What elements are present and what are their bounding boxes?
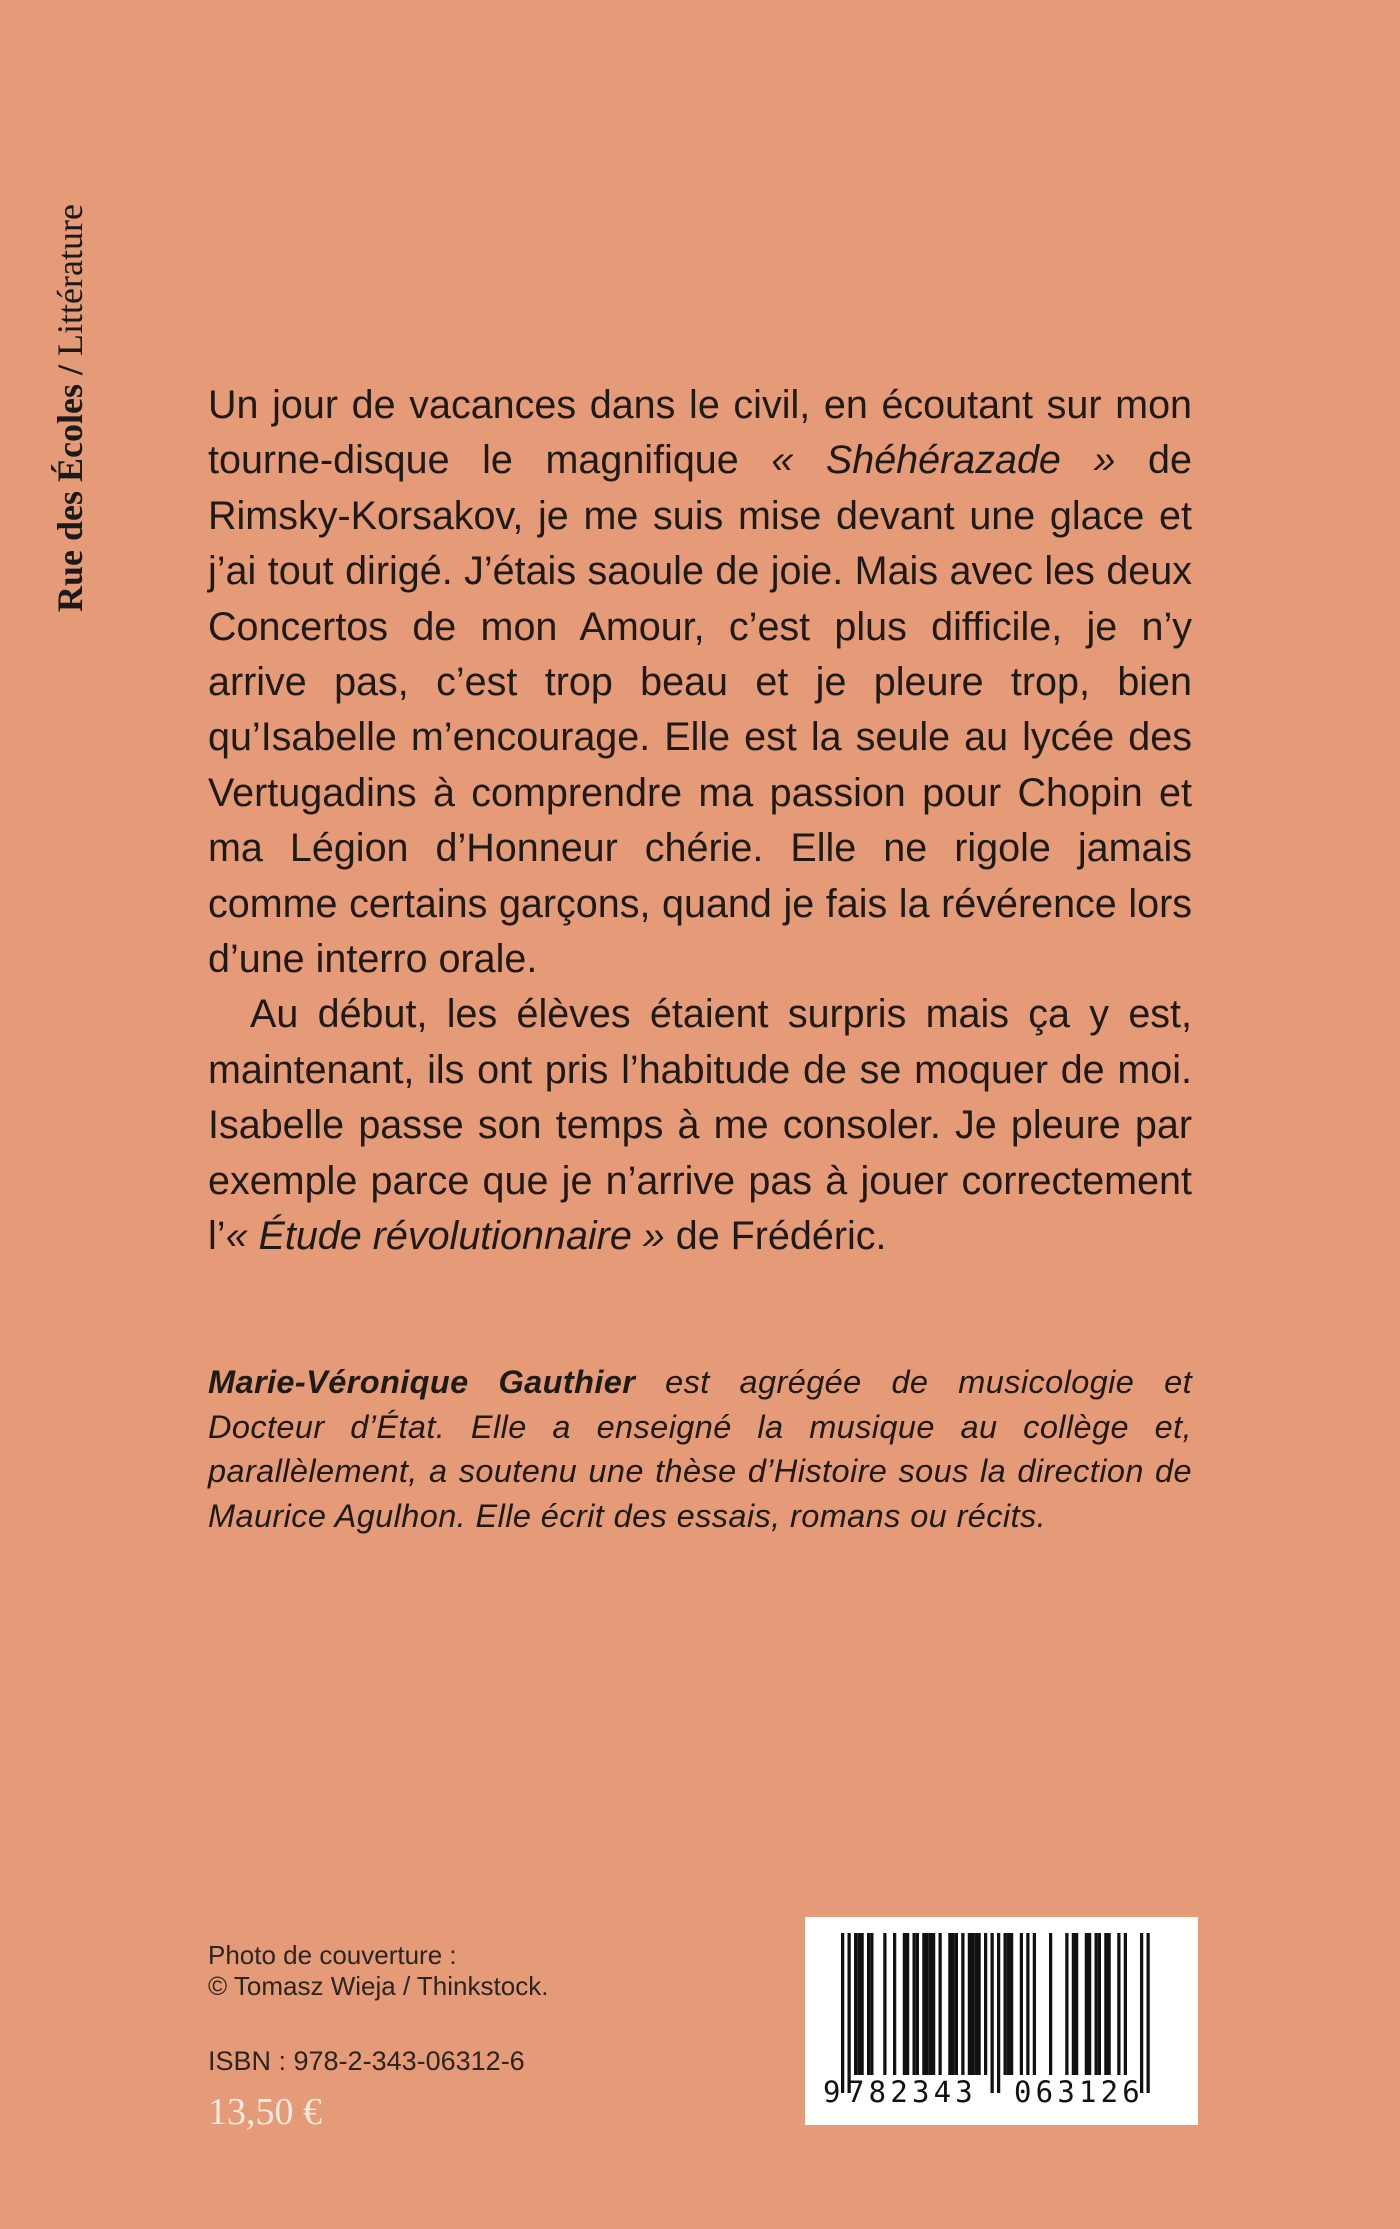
series-separator: / xyxy=(50,355,90,384)
blurb-p1-title: « Shéhérazade » xyxy=(771,438,1116,483)
barcode-guard-bar xyxy=(1140,1933,1143,2093)
barcode xyxy=(805,1917,1198,2125)
barcode-bar xyxy=(857,1933,860,2075)
blurb xyxy=(208,378,1192,1265)
barcode-bar xyxy=(978,1933,981,2075)
barcode-bar xyxy=(926,1933,929,2075)
barcode-bar xyxy=(1010,1933,1013,2075)
barcode-bar xyxy=(974,1933,977,2075)
barcode-digits-left: 782343 xyxy=(847,2075,977,2109)
barcode-guard-bar xyxy=(841,1933,844,2093)
barcode-bar xyxy=(1007,1933,1010,2075)
photo-credits-label: Photo de couverture : xyxy=(208,1940,457,1970)
barcode-bar xyxy=(971,1933,974,2075)
blurb-paragraph-1 xyxy=(208,378,1192,987)
spine-text xyxy=(48,92,92,612)
barcode-bar xyxy=(1075,1933,1078,2075)
barcode-bar xyxy=(922,1933,925,2075)
barcode-bar xyxy=(955,1933,958,2075)
barcode-bar xyxy=(906,1933,909,2075)
barcode-bar xyxy=(1033,1933,1036,2075)
barcode-bar xyxy=(968,1933,971,2075)
barcode-bar xyxy=(1026,1933,1029,2075)
barcode-bar xyxy=(932,1933,935,2075)
series-genre: Littérature xyxy=(50,204,90,356)
photo-credits-value: © Tomasz Wieja / Thinkstock. xyxy=(208,1971,549,2001)
barcode-bar xyxy=(961,1933,964,2075)
barcode-bar xyxy=(1072,1933,1075,2075)
barcode-bar xyxy=(1117,1933,1120,2075)
blurb-p1-text-b: de Rimsky-Korsakov, je me suis mise devant une glace et j’ai tout dirigé. J’étais saoule de joie. Mais avec les deux Concertos de mon Amour, c’est plus difficile, je n’y arrive pas, c’est trop beau et je pleure trop, bien qu’Isabelle m’encourage. Elle est la seule au lycée des Vertugadins à comprendre ma passion pour Chopin et ma Légion d’Honneur chérie. Elle ne rigole jamais comme certains garçons, quand je fais la révérence lors d’une interro orale. xyxy=(208,438,1192,982)
barcode-digits-right: 063126 xyxy=(1014,2075,1144,2109)
barcode-bar xyxy=(1020,1933,1023,2075)
blurb-p1-text-a: Un jour de vacances dans le civil, en écoutant sur mon tourne-disque le magnifique xyxy=(208,383,1192,483)
barcode-guard-bar xyxy=(1147,1933,1150,2093)
barcode-bar xyxy=(1108,1933,1111,2075)
barcode-bar xyxy=(867,1933,870,2075)
barcode-bar xyxy=(984,1933,987,2075)
barcode-bar xyxy=(854,1933,857,2075)
barcode-bar xyxy=(913,1933,916,2075)
barcode-guard-bar xyxy=(991,1933,994,2093)
barcode-bar xyxy=(952,1933,955,2075)
author-bio xyxy=(208,1360,1192,1538)
barcode-bar xyxy=(948,1933,951,2075)
barcode-guard-bar xyxy=(997,1933,1000,2093)
barcode-bar xyxy=(929,1933,932,2075)
price: 13,50 € xyxy=(208,2091,322,2133)
barcode-bar xyxy=(916,1933,919,2075)
barcode-bar xyxy=(1004,1933,1007,2075)
blurb-p2-text-a: Au début, les élèves étaient surpris mais ça y est, maintenant, ils ont pris l’habitude de se moquer de moi. Isabelle passe son temps à me consoler. Je pleure par exemple parce que je n’arrive pas à jouer correctement l’ xyxy=(208,992,1192,1259)
barcode-bar xyxy=(893,1933,896,2075)
barcode-bar xyxy=(1098,1933,1101,2075)
isbn: ISBN : 978-2-343-06312-6 xyxy=(208,2046,525,2076)
barcode-bar xyxy=(1088,1933,1091,2075)
barcode-bar xyxy=(1095,1933,1098,2075)
barcode-bar xyxy=(939,1933,942,2075)
barcode-digit-first: 9 xyxy=(823,2075,841,2109)
photo-credits xyxy=(208,1940,768,2002)
barcode-bar xyxy=(1085,1933,1088,2075)
barcode-guard-bar xyxy=(848,1933,851,2093)
author-name: Marie-Véronique Gauthier xyxy=(208,1364,636,1400)
barcode-bar xyxy=(1049,1933,1052,2075)
barcode-bar xyxy=(861,1933,864,2075)
author-bio-text: est agrégée de musicologie et Docteur d’État. Elle a enseigné la musique au collège et, parallèlement, a soutenu une thèse d’Histoire sous la direction de Maurice Agulhon. Elle écrit des essais, romans ou récits. xyxy=(208,1364,1192,1534)
barcode-bar xyxy=(1124,1933,1127,2075)
barcode-bar xyxy=(903,1933,906,2075)
blurb-p2-title: « Étude révolutionnaire » xyxy=(225,1214,665,1259)
barcode-bar xyxy=(1065,1933,1068,2075)
blurb-paragraph-2 xyxy=(208,987,1192,1264)
barcode-bar xyxy=(870,1933,873,2075)
barcode-bar xyxy=(1104,1933,1107,2075)
series-name: Rue des Écoles xyxy=(50,384,90,612)
blurb-p2-text-b: de Frédéric. xyxy=(664,1214,887,1259)
barcode-bar xyxy=(883,1933,886,2075)
